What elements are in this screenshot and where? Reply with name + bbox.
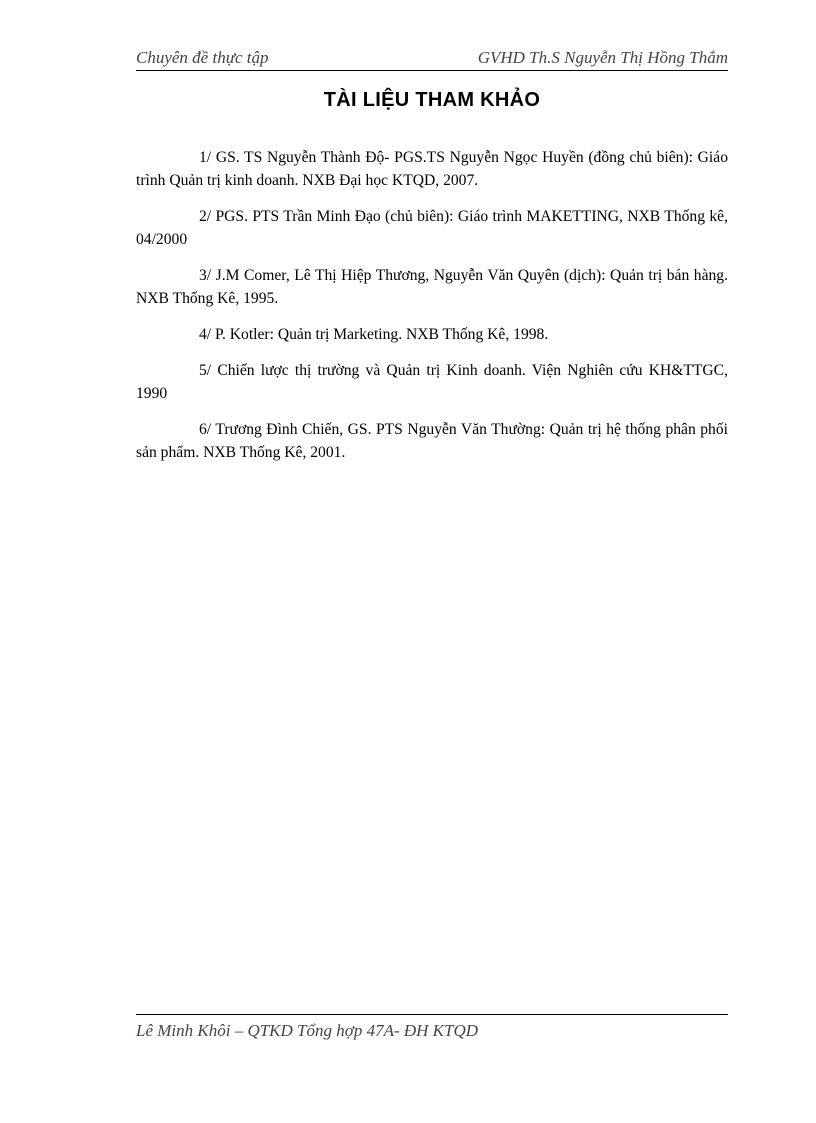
reference-item: 6/ Trương Đình Chiến, GS. PTS Nguyễn Văn Thường: Quản trị hệ thống phân phối sản phẩm. NXB Thống Kê, 2001. — [136, 421, 728, 461]
reference-item: 3/ J.M Comer, Lê Thị Hiệp Thương, Nguyễn Văn Quyên (dịch): Quản trị bán hàng. NXB Thống Kê, 1995. — [136, 267, 728, 307]
reference-item: 4/ P. Kotler: Quản trị Marketing. NXB Thống Kê, 1998. — [199, 326, 549, 343]
page-title: TÀI LIỆU THAM KHẢO — [323, 89, 541, 111]
reference-item: 2/ PGS. PTS Trần Minh Đạo (chủ biên): Giáo trình MAKETTING, NXB Thống kê, 04/2000 — [136, 208, 728, 248]
header-document-type: Chuyên đề thực tập — [136, 48, 269, 67]
reference-list — [136, 146, 728, 477]
reference-item: 1/ GS. TS Nguyễn Thành Độ- PGS.TS Nguyễn Ngọc Huyền (đồng chủ biên): Giáo trình Quản trị kinh doanh. NXB Đại học KTQD, 2007. — [136, 149, 728, 189]
header-supervisor: GVHD Th.S Nguyễn Thị Hồng Thắm — [477, 48, 728, 67]
page-footer: Lê Minh Khôi – QTKD Tổng hợp 47A- ĐH KTQD — [136, 1014, 728, 1041]
reference-item: 5/ Chiến lược thị trường và Quản trị Kinh doanh. Viện Nghiên cứu KH&TTGC, 1990 — [136, 362, 728, 402]
page-header — [136, 48, 728, 71]
